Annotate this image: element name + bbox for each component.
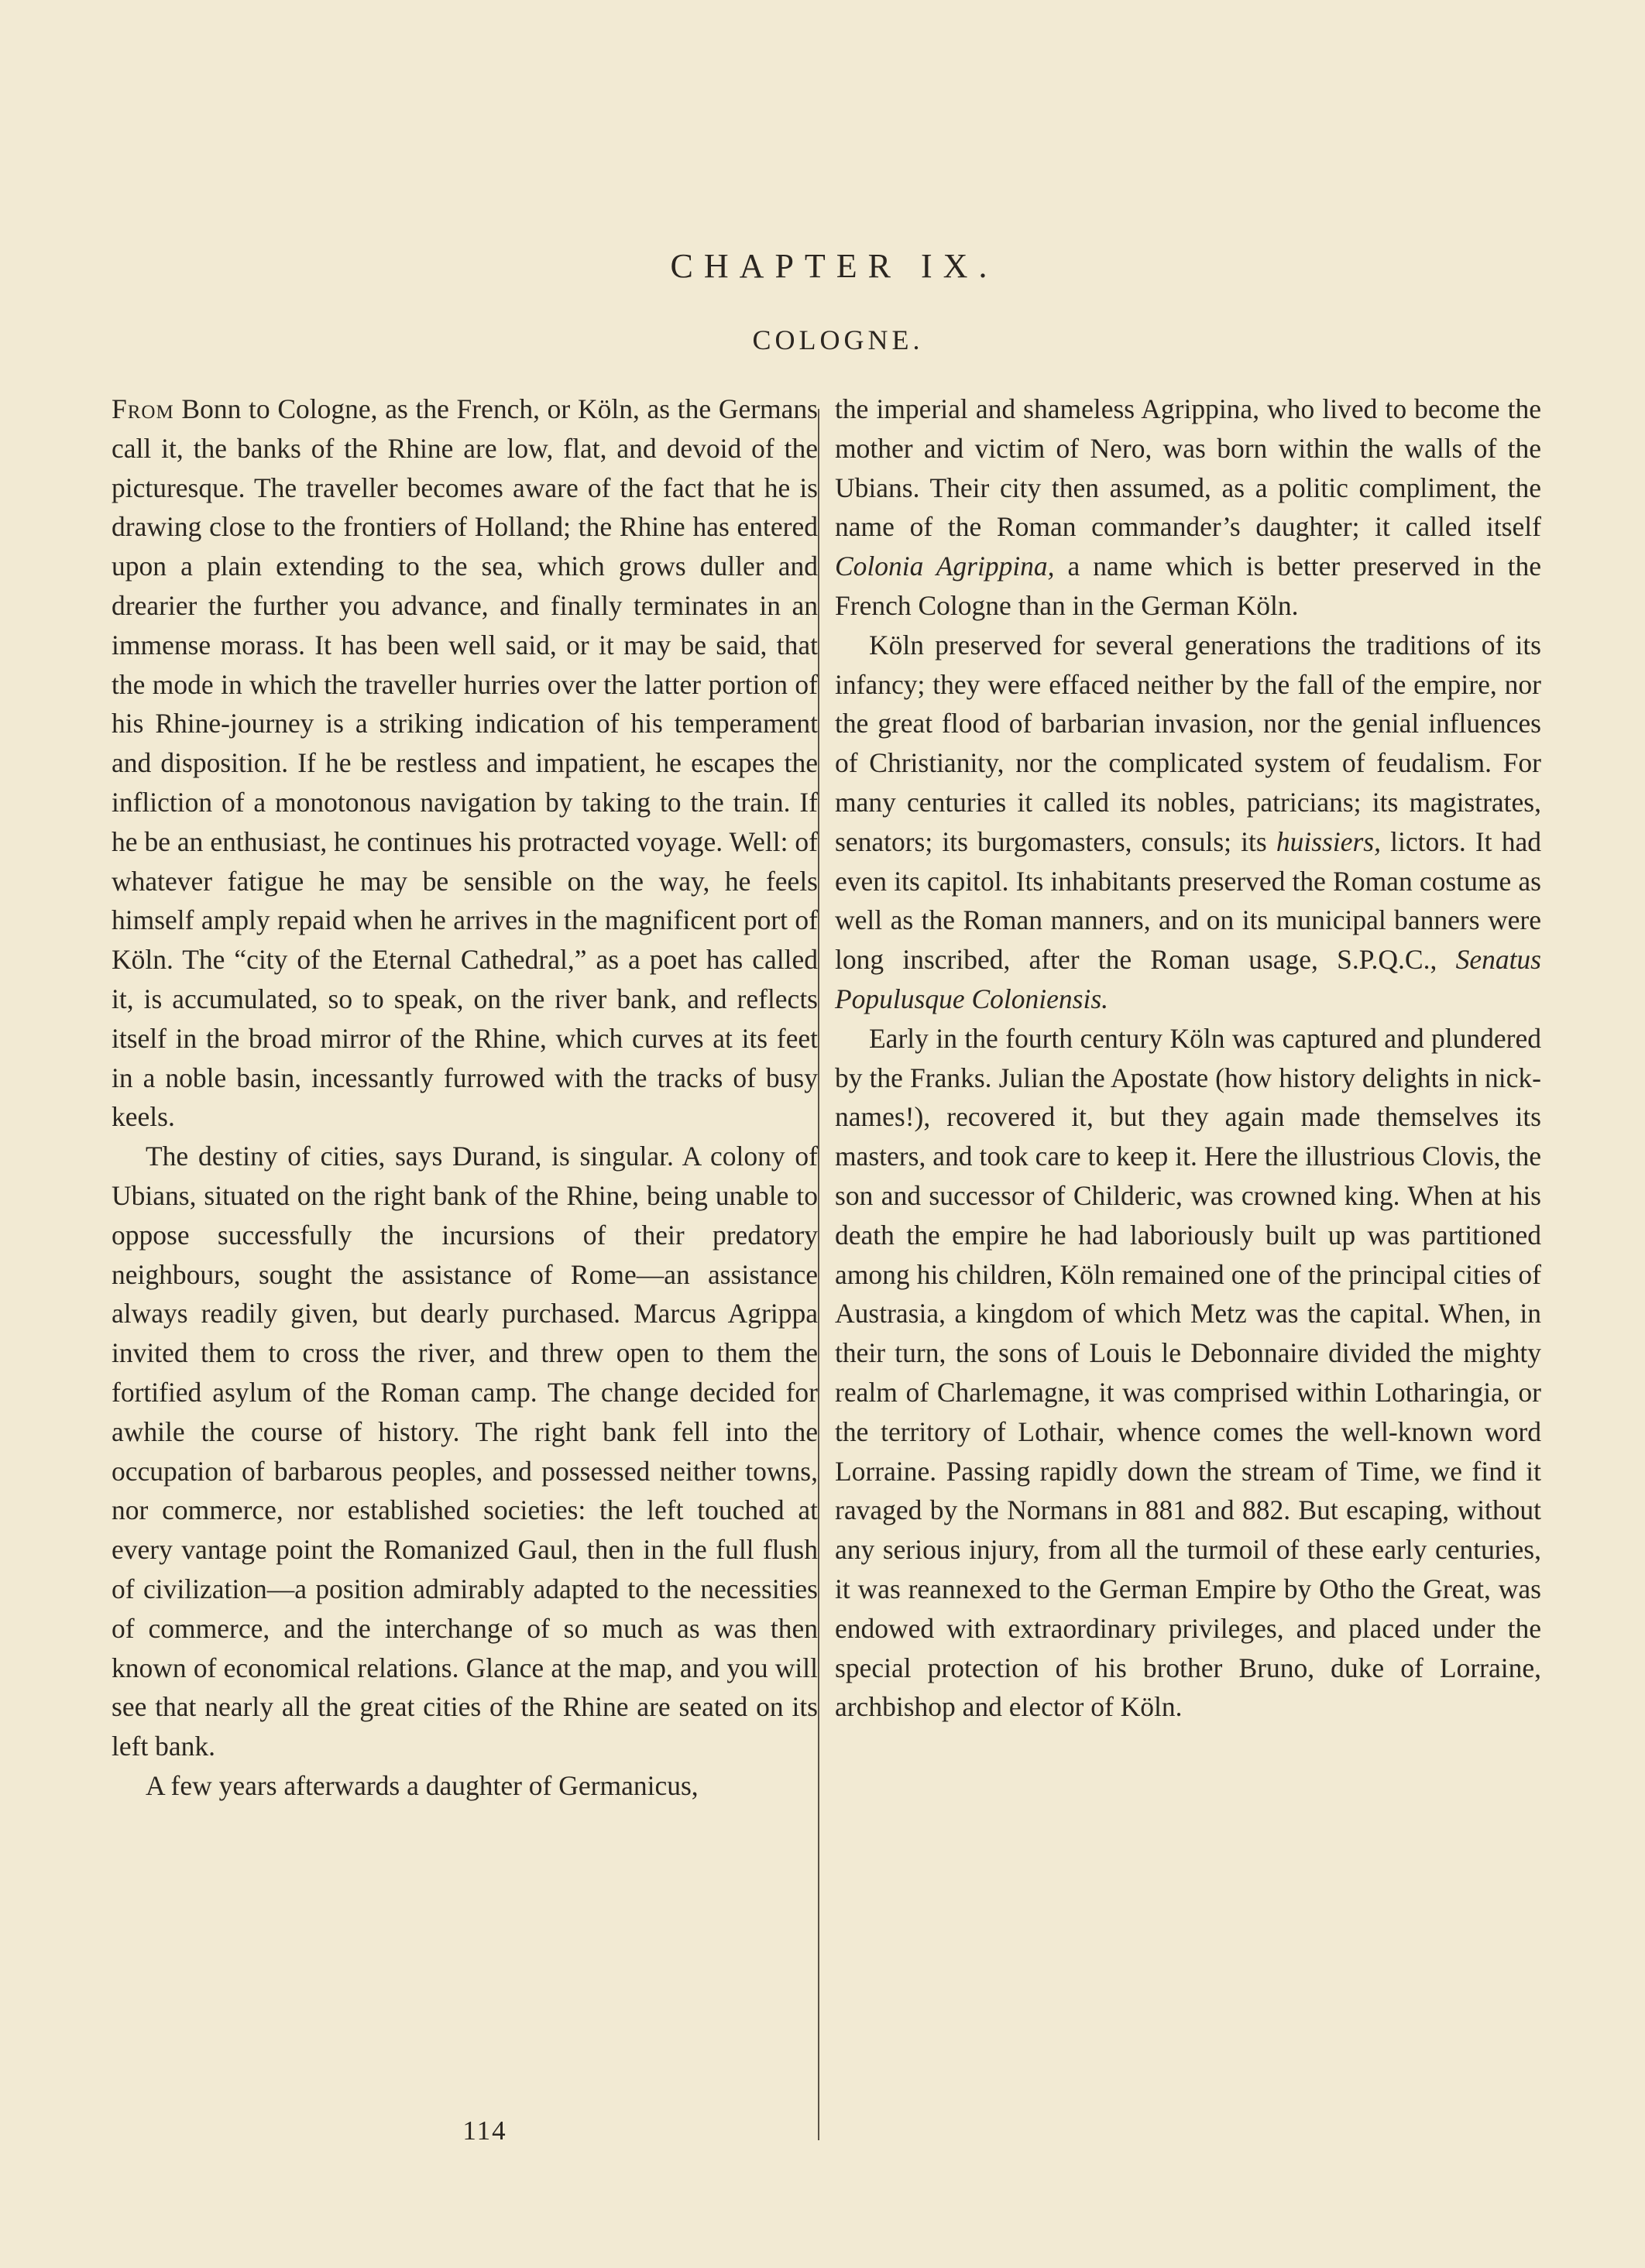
koln-traditions-text-b: lictors. It had even its capitol. Its inhabitants preserved the Roman costume as well as the Roman manners, and on its municipal banners were long inscribed, after the Roman usage, S.P.Q.C.,	[835, 825, 1541, 976]
paragraph-fourth-century: Early in the fourth century Köln was captured and plundered by the Franks. Julian the Apostate (how history delights in nick-names!), recovered it, but they again made themselves its masters, and took care to keep it. Here the illustrious Clovis, the son and successor of Childeric, was crowned king. When at his death the empire he had laboriously built up was partitioned among his children, Köln remained one of the principal cities of Austrasia, a kingdom of which Metz was the capital. When, in their turn, the sons of Louis le Debonnaire divided the mighty realm of Charlemagne, it was comprised within Lotharingia, or the territory of Lothair, whence comes the well-known word Lorraine. Passing rapidly down the stream of Time, we find it ravaged by the Normans in 881 and 882. But escaping, without any serious injury, from all the turmoil of these early centuries, it was reannexed to the German Empire by Otho the Great, was endowed with extraordinary privileges, and placed under the special protection of his brother Bruno, duke of Lorraine, archbishop and elector of Köln.	[835, 1022, 1541, 1723]
column-divider	[818, 409, 819, 2140]
paragraph-continued-end: a name which is better preserved in the French Cologne than in the German Köln.	[835, 551, 1541, 621]
paragraph-continued	[835, 389, 1541, 626]
paragraph-2: The destiny of cities, says Durand, is singular. A colony of Ubians, situated on the right bank of the Rhine, being unable to oppose successfully the incursions of their predatory neighbours, sought the assistance of Rome—an assistance always readily given, but dearly purchased. Marcus Agrippa invited them to cross the river, and threw open to them the fortified asylum of the Roman camp. The change decided for awhile the course of history. The right bank fell into the occupation of barbarous peoples, and possessed neither towns, nor commerce, nor established societies: the left touched at every vantage point the Romanized Gaul, then in the full flush of civilization—a position admirably adapted to the necessities of commerce, and the interchange of so much as was then known of economical relations. Glance at the map, and you will see that nearly all the great cities of the Rhine are seated on its left bank.	[112, 1141, 818, 1762]
left-column	[112, 389, 818, 1806]
italic-huissiers: huissiers,	[1276, 825, 1381, 857]
page-number: 114	[462, 2115, 507, 2146]
right-column	[835, 389, 1541, 1727]
koln-traditions-text-a: Köln preserved for several generations the traditions of its infancy; they were effaced neither by the fall of the empire, nor the great flood of barbarian invasion, nor the genial influences of Christianity, nor the complicated system of feudalism. For many centuries it called its nobles, patricians; its magistrates, senators; its burgomasters, consuls; its	[835, 629, 1541, 857]
paragraph-1	[112, 389, 818, 1137]
chapter-heading: CHAPTER IX.	[670, 247, 998, 285]
drop-word: From	[112, 393, 174, 424]
paragraph-1-text: Bonn to Cologne, as the French, or Köln, as the Germans call it, the banks of the Rhine are low, flat, and devoid of the picturesque. The traveller becomes aware of the fact that he is drawing close to the frontiers of Holland; the Rhine has entered upon a plain extending to the sea, which grows duller and drearier the further you advance, and finally terminates in an immense morass. It has been well said, or it may be said, that the mode in which the traveller hurries over the latter portion of his Rhine-journey is a striking indication of his temperament and disposition. If he be restless and impatient, he escapes the infliction of a monotonous navigation by taking to the train. If he be an enthusiast, he continues his protracted voyage. Well: of whatever fatigue he may be sensible on the way, he feels himself amply repaid when he arrives in the magnificent port of Köln. The “city of the Eternal Cathedral,” as a poet has called it, is accumulated, so to speak, on the river bank, and reflects itself in the broad mirror of the Rhine, which curves at its feet in a noble basin, incessantly furrowed with the tracks of busy keels.	[112, 393, 818, 1133]
paragraph-koln-traditions	[835, 626, 1541, 1019]
paragraph-3: A few years afterwards a daughter of Germanicus,	[146, 1769, 699, 1801]
italic-colonia-agrippina: Colonia Agrippina,	[835, 551, 1055, 582]
italic-senatus: Senatus Populusque Coloniensis.	[835, 944, 1541, 1014]
paragraph-continued-text: the imperial and shameless Agrippina, who lived to become the mother and victim of Nero, was born within the walls of the Ubians. Their city then assumed, as a politic compliment, the name of the Roman commander’s daughter; it called itself	[835, 393, 1541, 543]
chapter-subtitle: COLOGNE.	[752, 324, 924, 355]
